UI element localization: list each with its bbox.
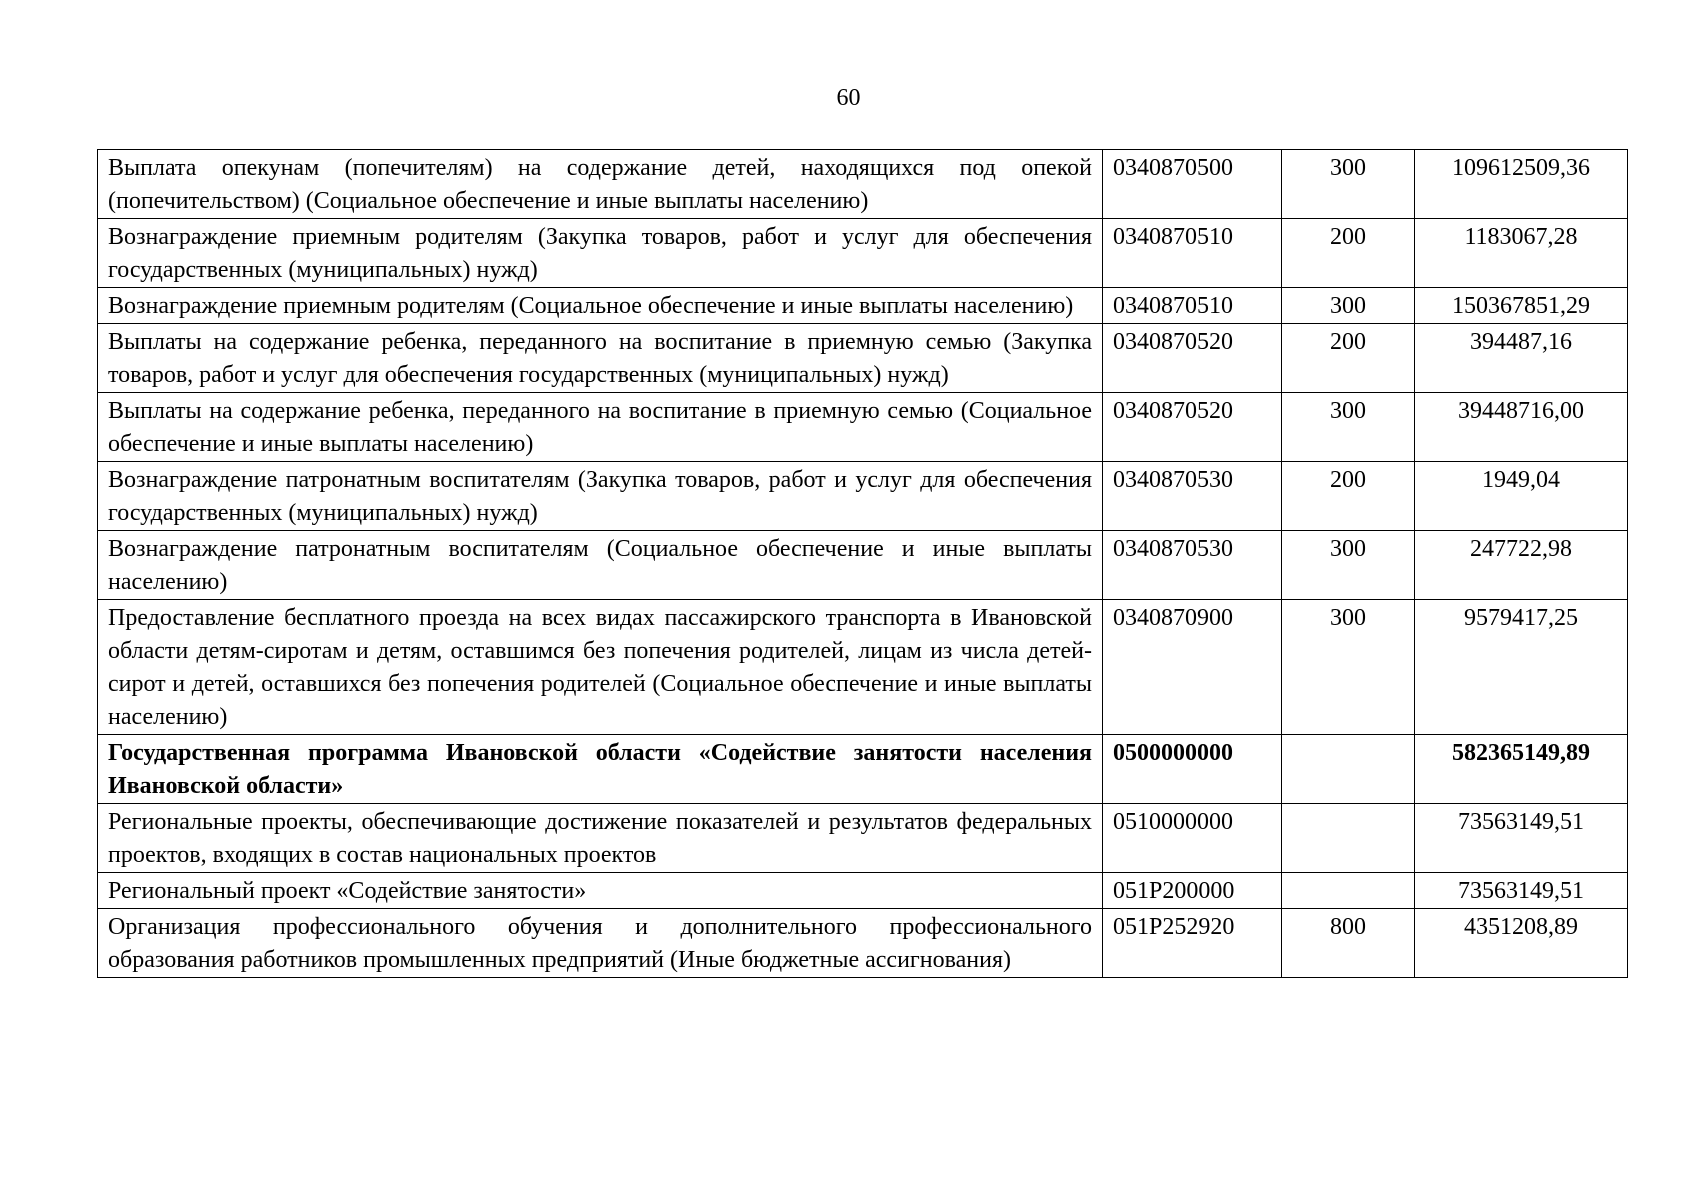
row-expense-type: 300 xyxy=(1282,150,1415,219)
row-code: 0340870530 xyxy=(1103,462,1282,531)
row-name: Вознаграждение приемным родителям (Закупка товаров, работ и услуг для обеспечения государственных (муниципальных) нужд) xyxy=(98,219,1103,288)
row-amount: 394487,16 xyxy=(1415,324,1628,393)
table-row xyxy=(98,324,1628,393)
table-row xyxy=(98,531,1628,600)
row-code: 0340870530 xyxy=(1103,531,1282,600)
row-amount: 150367851,29 xyxy=(1415,288,1628,324)
row-code: 0340870510 xyxy=(1103,219,1282,288)
table-row-program xyxy=(98,735,1628,804)
row-expense-type xyxy=(1282,804,1415,873)
row-expense-type: 300 xyxy=(1282,288,1415,324)
row-name: Вознаграждение приемным родителям (Социальное обеспечение и иные выплаты населению) xyxy=(98,288,1103,324)
table-row xyxy=(98,393,1628,462)
row-expense-type: 300 xyxy=(1282,600,1415,735)
budget-table xyxy=(97,149,1628,978)
row-name: Вознаграждение патронатным воспитателям (Закупка товаров, работ и услуг для обеспечения государственных (муниципальных) нужд) xyxy=(98,462,1103,531)
table-row xyxy=(98,219,1628,288)
table-row xyxy=(98,462,1628,531)
row-expense-type: 200 xyxy=(1282,219,1415,288)
row-amount: 73563149,51 xyxy=(1415,873,1628,909)
budget-table-body xyxy=(98,150,1628,978)
row-name: Региональные проекты, обеспечивающие достижение показателей и результатов федеральных проектов, входящих в состав национальных проектов xyxy=(98,804,1103,873)
table-row xyxy=(98,873,1628,909)
row-amount: 582365149,89 xyxy=(1415,735,1628,804)
row-code: 0340870500 xyxy=(1103,150,1282,219)
row-code: 0340870510 xyxy=(1103,288,1282,324)
row-amount: 9579417,25 xyxy=(1415,600,1628,735)
row-code: 051P200000 xyxy=(1103,873,1282,909)
table-row xyxy=(98,909,1628,978)
row-name: Выплаты на содержание ребенка, переданного на воспитание в приемную семью (Социальное обеспечение и иные выплаты населению) xyxy=(98,393,1103,462)
row-expense-type: 200 xyxy=(1282,462,1415,531)
row-expense-type: 200 xyxy=(1282,324,1415,393)
row-expense-type: 300 xyxy=(1282,393,1415,462)
row-expense-type xyxy=(1282,735,1415,804)
row-amount: 1183067,28 xyxy=(1415,219,1628,288)
row-code: 051P252920 xyxy=(1103,909,1282,978)
row-name: Организация профессионального обучения и дополнительного профессионального образования работников промышленных предприятий (Иные бюджетные ассигнования) xyxy=(98,909,1103,978)
row-code: 0340870900 xyxy=(1103,600,1282,735)
row-name: Предоставление бесплатного проезда на всех видах пассажирского транспорта в Ивановской области детям-сиротам и детям, оставшимся без попечения родителей, лицам из числа детей-сирот и детей, оставшихся без попечения родителей (Социальное обеспечение и иные выплаты населению) xyxy=(98,600,1103,735)
row-amount: 109612509,36 xyxy=(1415,150,1628,219)
table-row xyxy=(98,288,1628,324)
row-amount: 247722,98 xyxy=(1415,531,1628,600)
row-name: Выплата опекунам (попечителям) на содержание детей, находящихся под опекой (попечительством) (Социальное обеспечение и иные выплаты населению) xyxy=(98,150,1103,219)
table-row xyxy=(98,804,1628,873)
page-number: 60 xyxy=(836,85,861,111)
row-expense-type xyxy=(1282,873,1415,909)
row-name: Региональный проект «Содействие занятости» xyxy=(98,873,1103,909)
row-amount: 39448716,00 xyxy=(1415,393,1628,462)
row-code: 0340870520 xyxy=(1103,393,1282,462)
row-expense-type: 800 xyxy=(1282,909,1415,978)
row-name: Выплаты на содержание ребенка, переданного на воспитание в приемную семью (Закупка товаров, работ и услуг для обеспечения государственных (муниципальных) нужд) xyxy=(98,324,1103,393)
row-code: 0510000000 xyxy=(1103,804,1282,873)
row-amount: 73563149,51 xyxy=(1415,804,1628,873)
row-code: 0500000000 xyxy=(1103,735,1282,804)
row-expense-type: 300 xyxy=(1282,531,1415,600)
table-row xyxy=(98,150,1628,219)
row-name: Вознаграждение патронатным воспитателям (Социальное обеспечение и иные выплаты населению) xyxy=(98,531,1103,600)
table-row xyxy=(98,600,1628,735)
row-code: 0340870520 xyxy=(1103,324,1282,393)
row-amount: 1949,04 xyxy=(1415,462,1628,531)
row-amount: 4351208,89 xyxy=(1415,909,1628,978)
row-name: Государственная программа Ивановской области «Содействие занятости населения Ивановской области» xyxy=(98,735,1103,804)
